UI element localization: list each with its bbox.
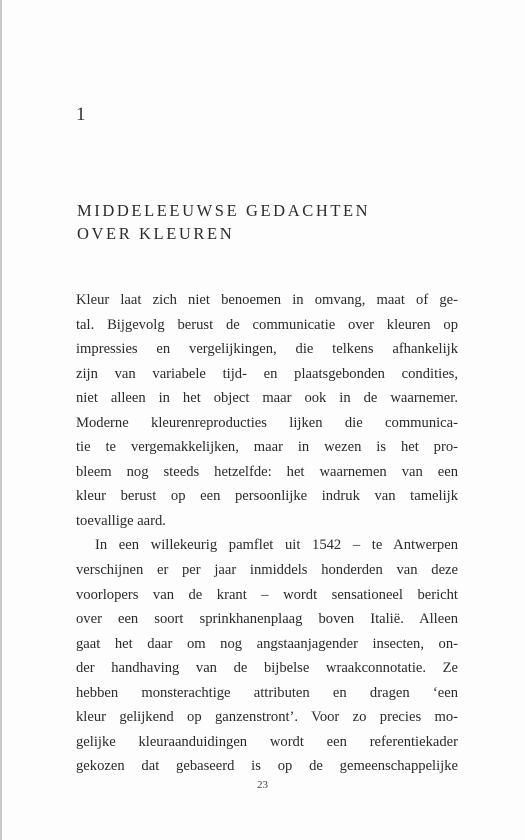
text-line: hebben monsterachtige attributen en dragen ‘een: [76, 684, 458, 701]
text-line: over een soort sprinkhanenplaag boven Italië. Alleen: [76, 611, 458, 628]
body-text: [76, 288, 458, 779]
text-line: voorlopers van de krant – wordt sensationeel bericht: [76, 586, 458, 603]
text-line: impressies en vergelijkingen, die telkens afhankelijk: [76, 341, 458, 358]
text-line: kleur gelijkend op ganzenstront’. Voor zo precies mo-: [76, 709, 458, 726]
text-line: tie te vergemakkelijken, maar in wezen is het pro-: [76, 439, 458, 456]
text-line: gelijke kleuraanduidingen wordt een referentiekader: [76, 733, 458, 750]
text-line: zijn van variabele tijd- en plaatsgebonden condities,: [76, 365, 458, 382]
text-line: bleem nog steeds hetzelfde: het waarnemen van een: [76, 463, 458, 480]
text-line: Moderne kleurenreproducties lijken die communica-: [76, 414, 458, 431]
chapter-number: 1: [76, 104, 87, 125]
text-line: der handhaving van de bijbelse wraakconnotatie. Ze: [76, 660, 458, 677]
text-line: toevallige aard.: [76, 512, 166, 529]
text-line: In een willekeurig pamflet uit 1542 – te Antwerpen: [95, 537, 458, 554]
page-edge-shadow: [0, 0, 2, 840]
text-line: tal. Bijgevolg berust de communicatie over kleuren op: [76, 316, 458, 333]
text-line: niet alleen in het object maar ook in de waarnemer.: [76, 390, 458, 407]
paragraph-2: [76, 533, 458, 778]
chapter-title-line-2: OVER KLEUREN: [77, 224, 235, 243]
chapter-title-line-1: MIDDELEEUWSE GEDACHTEN: [77, 201, 371, 220]
paragraph-1: [76, 288, 458, 533]
page-number: 23: [257, 779, 268, 791]
text-line: kleur berust op een persoonlijke indruk van tamelijk: [76, 488, 458, 505]
text-line: gekozen dat gebaseerd is op de gemeenschappelijke: [76, 758, 458, 775]
chapter-title: [77, 199, 370, 245]
text-line: Kleur laat zich niet benoemen in omvang, maat of ge-: [76, 292, 458, 308]
text-line: verschijnen er per jaar inmiddels honderden van deze: [76, 562, 458, 579]
text-line: gaat het daar om nog angstaanjagender insecten, on-: [76, 635, 458, 652]
